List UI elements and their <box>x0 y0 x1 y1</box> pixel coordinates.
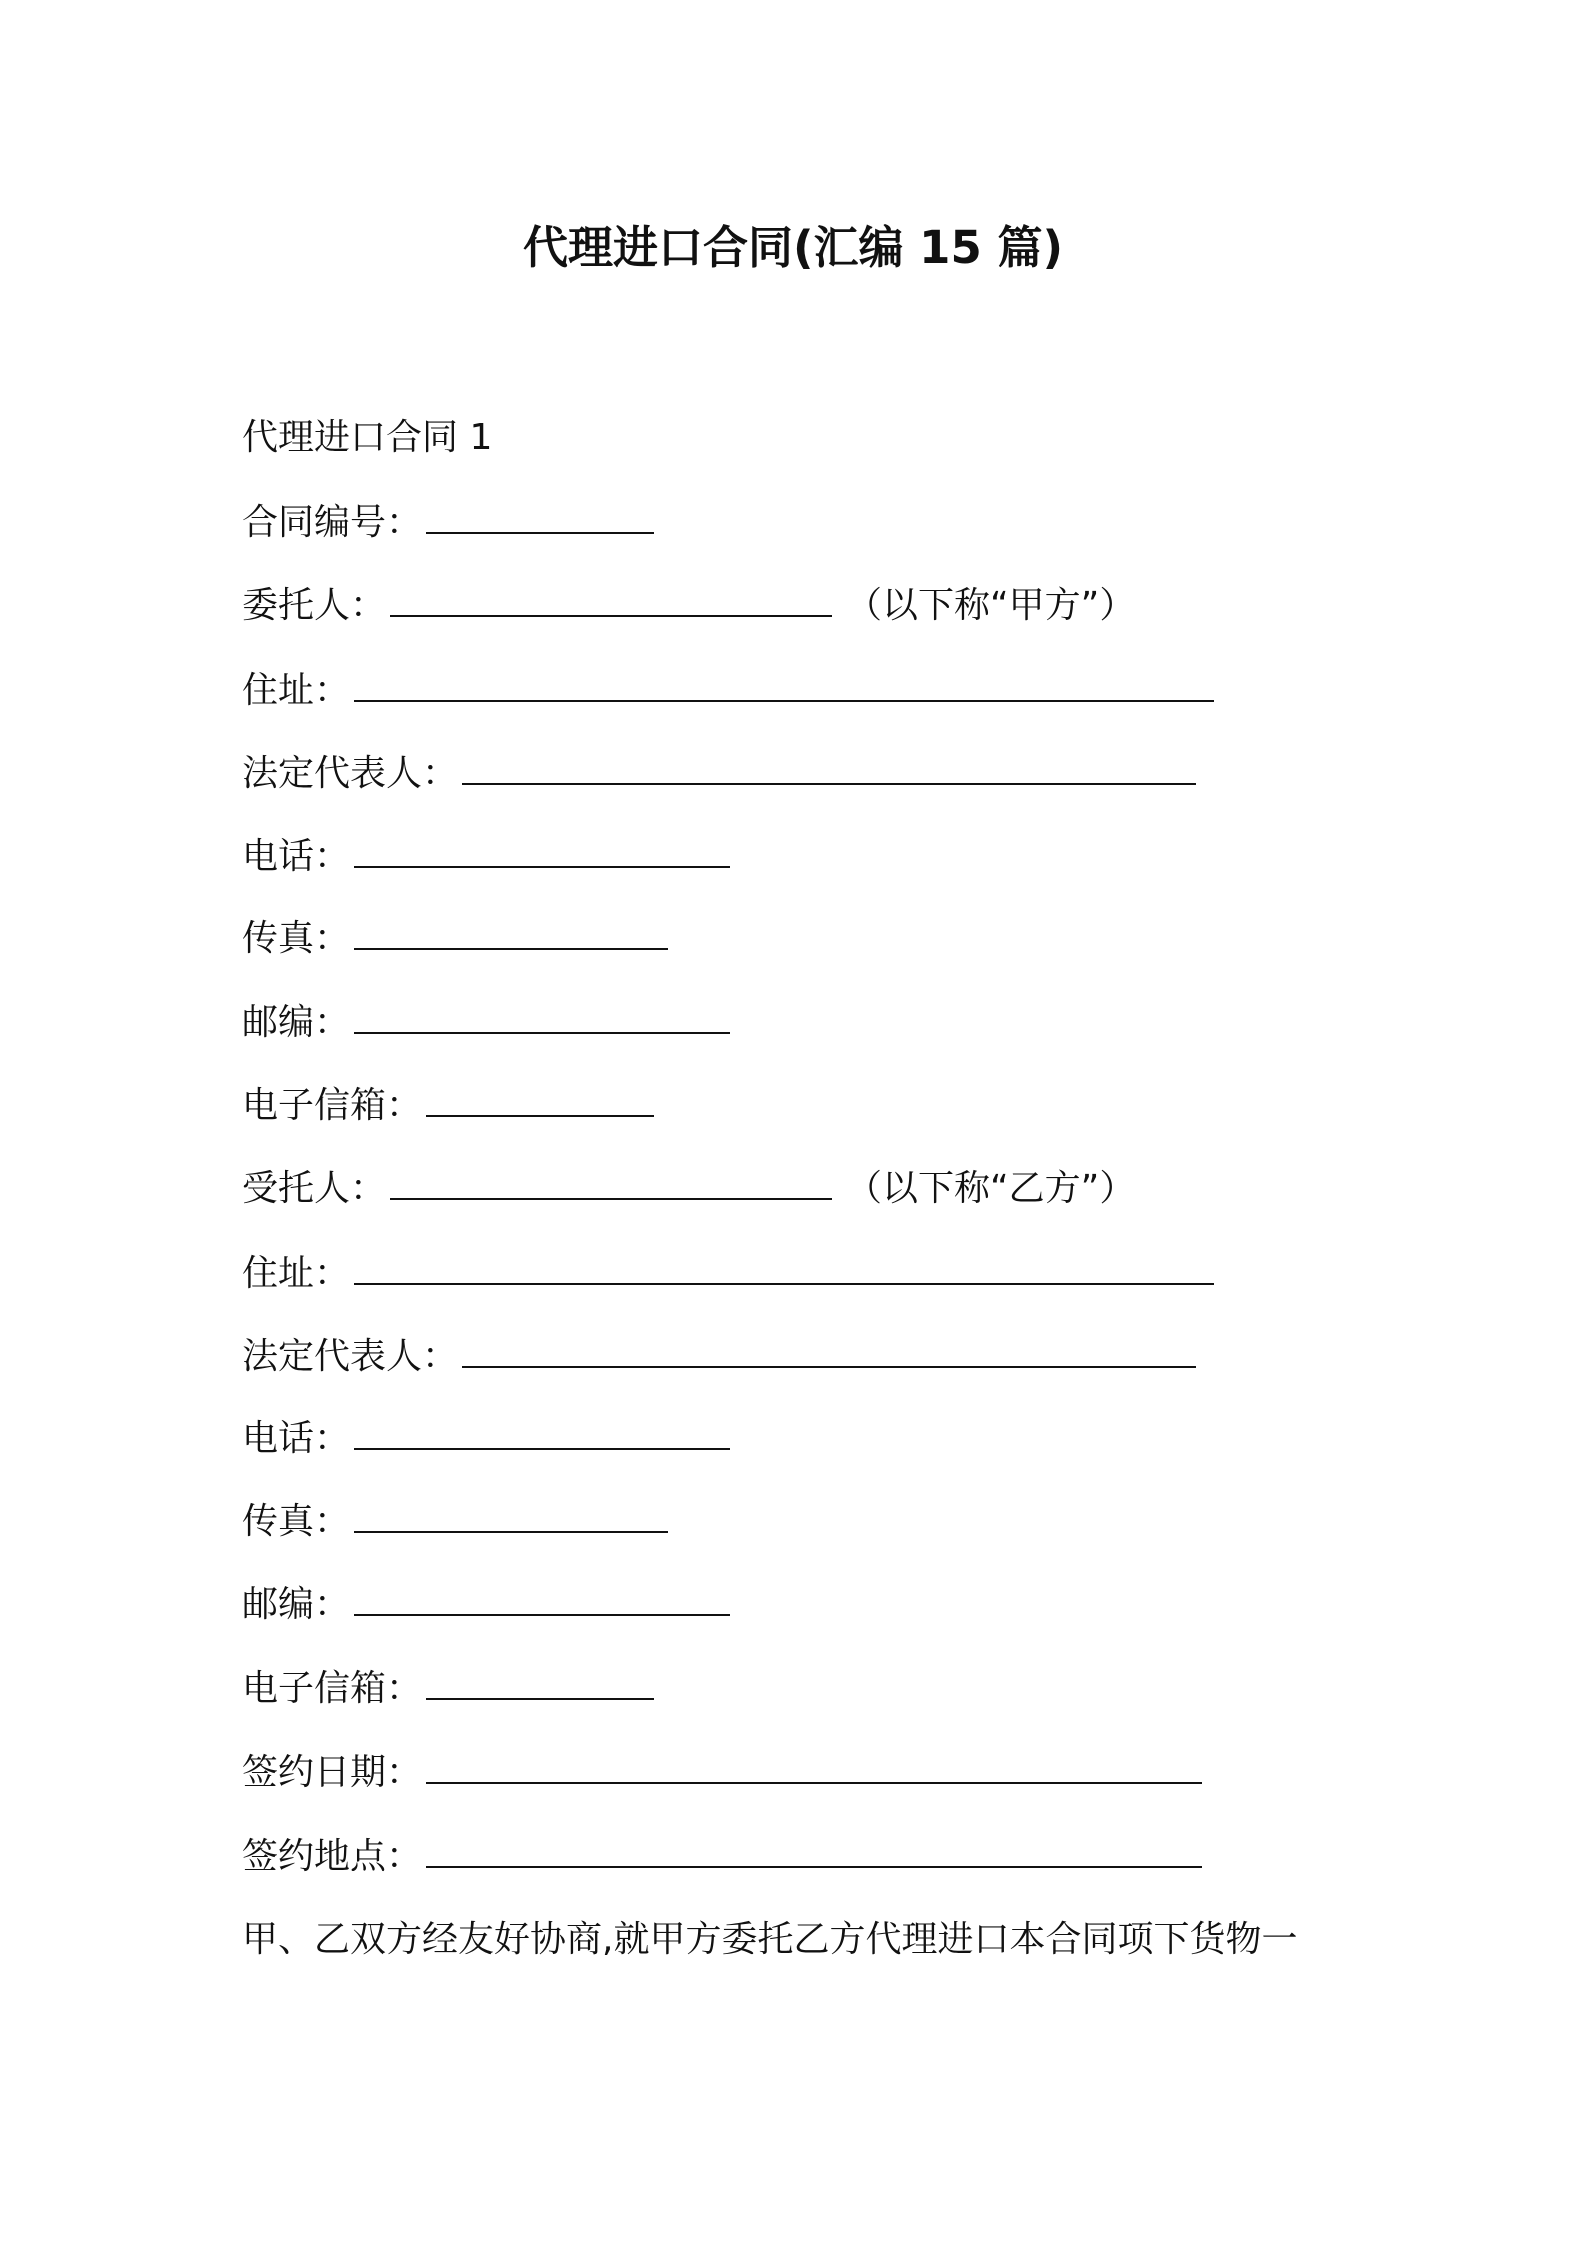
blank-line <box>426 1664 654 1700</box>
blank-line <box>426 1748 1202 1784</box>
field-email-a <box>242 1081 658 1130</box>
blank-line <box>354 832 730 868</box>
field-legal-rep-b <box>242 1332 1200 1381</box>
field-label: 电话： <box>242 1418 351 1459</box>
field-label: 合同编号： <box>242 502 423 543</box>
blank-line <box>354 1497 668 1533</box>
section-heading: 代理进口合同 1 <box>242 417 493 458</box>
blank-line <box>426 498 654 534</box>
field-legal-rep-a <box>242 749 1200 798</box>
field-label: 法定代表人： <box>242 1336 459 1377</box>
blank-line <box>426 1081 654 1117</box>
field-suffix: （以下称“甲方”） <box>846 585 1136 626</box>
blank-line <box>354 666 1214 702</box>
field-address-a <box>242 666 1218 715</box>
field-label: 签约日期： <box>242 1752 423 1793</box>
blank-line <box>354 914 668 950</box>
field-label: 传真： <box>242 918 351 959</box>
field-label: 受托人： <box>242 1168 387 1209</box>
field-address-b <box>242 1249 1218 1298</box>
field-postcode-b <box>242 1580 734 1629</box>
field-label: 传真： <box>242 1501 351 1542</box>
blank-line <box>390 1164 832 1200</box>
blank-line <box>390 581 832 617</box>
field-fax-b <box>242 1497 672 1546</box>
field-fax-a <box>242 914 672 963</box>
field-phone-b <box>242 1414 734 1463</box>
field-label: 电子信箱： <box>242 1668 423 1709</box>
blank-line <box>426 1832 1202 1868</box>
blank-line <box>354 1414 730 1450</box>
document-title: 代理进口合同(汇编 15 篇) <box>522 221 1064 274</box>
field-label: 邮编： <box>242 1584 351 1625</box>
field-signing-place <box>242 1832 1206 1881</box>
field-label: 法定代表人： <box>242 753 459 794</box>
field-label: 电子信箱： <box>242 1085 423 1126</box>
closing-paragraph: 甲、乙双方经友好协商,就甲方委托乙方代理进口本合同项下货物一 <box>242 1919 1298 1960</box>
blank-line <box>462 749 1196 785</box>
blank-line <box>354 1249 1214 1285</box>
field-email-b <box>242 1664 658 1713</box>
field-signing-date <box>242 1748 1206 1797</box>
blank-line <box>462 1332 1196 1368</box>
blank-line <box>354 998 730 1034</box>
field-postcode-a <box>242 998 734 1047</box>
field-label: 委托人： <box>242 585 387 626</box>
field-phone-a <box>242 832 734 881</box>
blank-line <box>354 1580 730 1616</box>
field-client <box>242 581 1135 630</box>
field-contract-number <box>242 498 658 547</box>
field-label: 住址： <box>242 670 351 711</box>
field-trustee <box>242 1164 1135 1213</box>
field-label: 住址： <box>242 1253 351 1294</box>
field-label: 签约地点： <box>242 1836 423 1877</box>
field-label: 邮编： <box>242 1002 351 1043</box>
field-suffix: （以下称“乙方”） <box>846 1168 1136 1209</box>
field-label: 电话： <box>242 836 351 877</box>
